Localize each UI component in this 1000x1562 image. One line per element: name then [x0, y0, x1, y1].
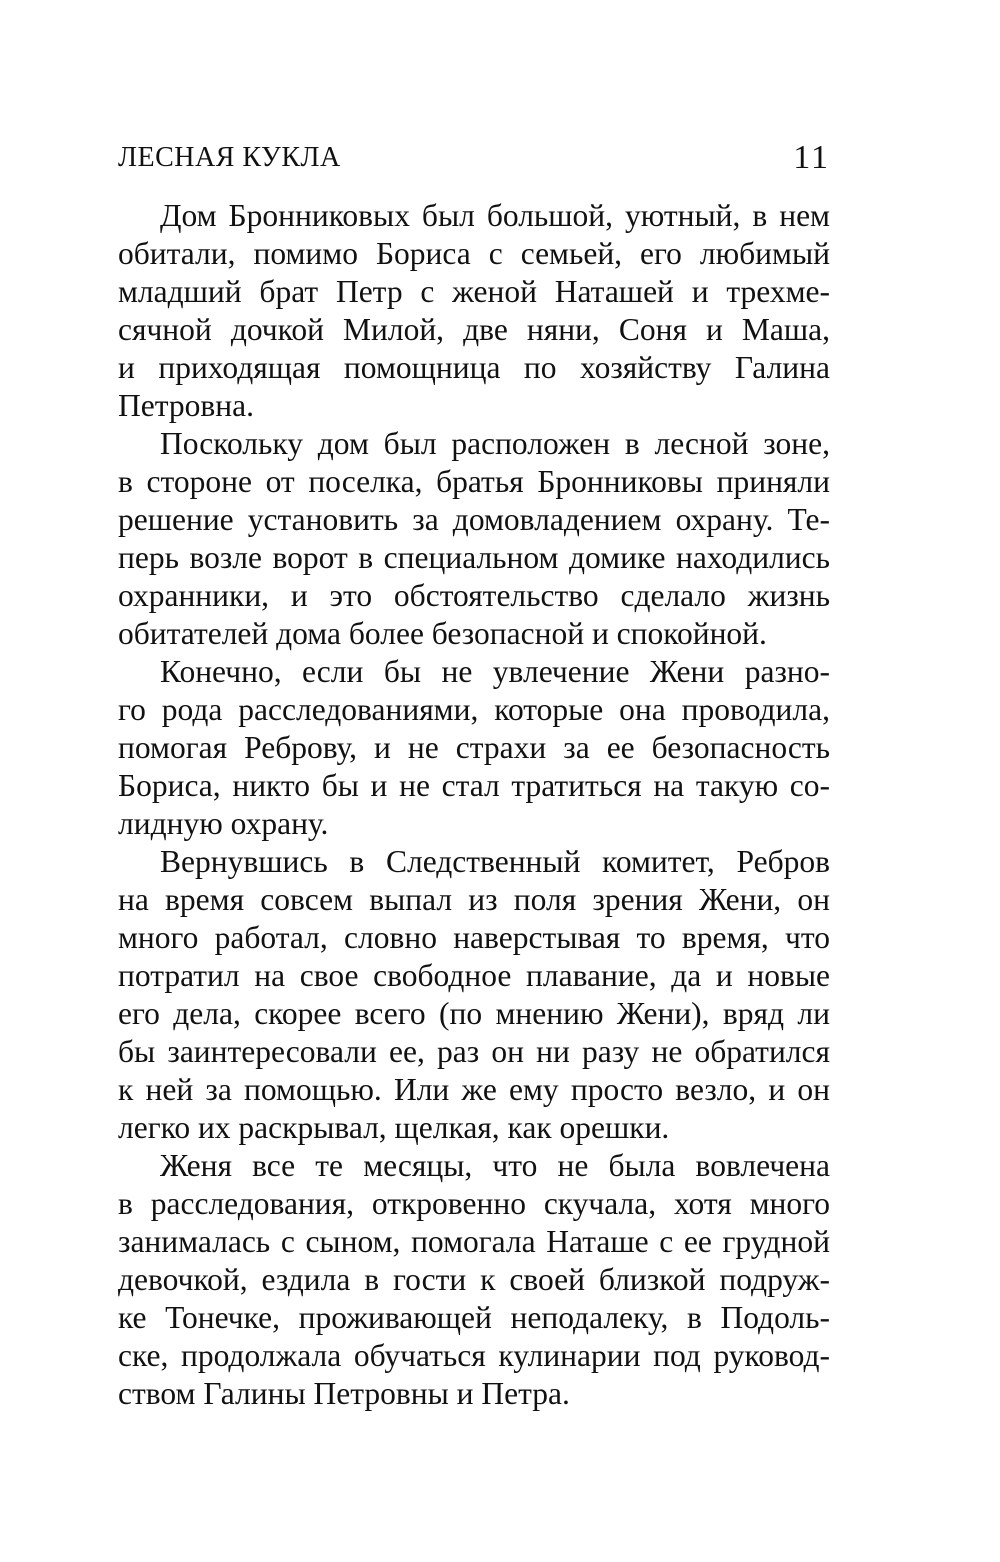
- text-line: Конечно, если бы не увлечение Жени разно-: [160, 654, 830, 689]
- text-line: младший брат Петр с женой Наташей и трехме-: [118, 274, 830, 309]
- text-line: перь возле ворот в специальном домике находились: [118, 540, 830, 575]
- text-line: Поскольку дом был расположен в лесной зоне,: [160, 426, 830, 461]
- text-line: много работал, словно наверстывая то время, что: [118, 920, 830, 955]
- text-line: обитателей дома более безопасной и спокойной.: [118, 616, 767, 651]
- page-number: 11: [793, 139, 830, 176]
- book-title: ЛЕСНАЯ КУКЛА: [118, 142, 341, 173]
- text-line: охранники, и это обстоятельство сделало жизнь: [118, 578, 830, 613]
- text-line: решение установить за домовладением охрану. Те-: [118, 502, 830, 537]
- text-line: девочкой, ездила в гости к своей близкой подруж-: [118, 1262, 830, 1297]
- paragraph-1: [118, 197, 830, 425]
- body-text: [118, 197, 830, 1413]
- text-line: ке Тонечке, проживающей неподалеку, в Подоль-: [118, 1300, 830, 1335]
- text-line: Бориса, никто бы и не стал тратиться на такую со-: [118, 768, 830, 803]
- paragraph-2: [118, 425, 830, 653]
- text-line: в стороне от поселка, братья Бронниковы приняли: [118, 464, 830, 499]
- text-line: Женя все те месяцы, что не была вовлечена: [160, 1148, 830, 1183]
- text-line: помогая Реброву, и не страхи за ее безопасность: [118, 730, 830, 765]
- paragraph-5: [118, 1147, 830, 1413]
- text-line: Вернувшись в Следственный комитет, Ребров: [160, 844, 830, 879]
- text-line: лидную охрану.: [118, 806, 329, 841]
- text-line: легко их раскрывал, щелкая, как орешки.: [118, 1110, 670, 1145]
- text-line: бы заинтересовали ее, раз он ни разу не обратился: [118, 1034, 830, 1069]
- text-line: его дела, скорее всего (по мнению Жени), вряд ли: [118, 996, 830, 1031]
- text-line: потратил на свое свободное плавание, да и новые: [118, 958, 830, 993]
- text-line: на время совсем выпал из поля зрения Жени, он: [118, 882, 830, 917]
- text-line: обитали, помимо Бориса с семьей, его любимый: [118, 236, 830, 271]
- text-line: го рода расследованиями, которые она проводила,: [118, 692, 830, 727]
- text-line: Дом Бронниковых был большой, уютный, в нем: [160, 198, 830, 233]
- text-line: ске, продолжала обучаться кулинарии под руковод-: [118, 1338, 830, 1373]
- text-line: к ней за помощью. Или же ему просто везло, и он: [118, 1072, 830, 1107]
- running-header: [118, 140, 830, 182]
- text-line: сячной дочкой Милой, две няни, Соня и Маша,: [118, 312, 830, 347]
- paragraph-4: [118, 843, 830, 1147]
- text-line: и приходящая помощница по хозяйству Галина: [118, 350, 830, 385]
- text-line: в расследования, откровенно скучала, хотя много: [118, 1186, 830, 1221]
- paragraph-3: [118, 653, 830, 843]
- book-page: [118, 140, 830, 1413]
- text-line: занималась с сыном, помогала Наташе с ее грудной: [118, 1224, 830, 1259]
- text-line: Петровна.: [118, 388, 254, 423]
- text-line: ством Галины Петровны и Петра.: [118, 1376, 570, 1411]
